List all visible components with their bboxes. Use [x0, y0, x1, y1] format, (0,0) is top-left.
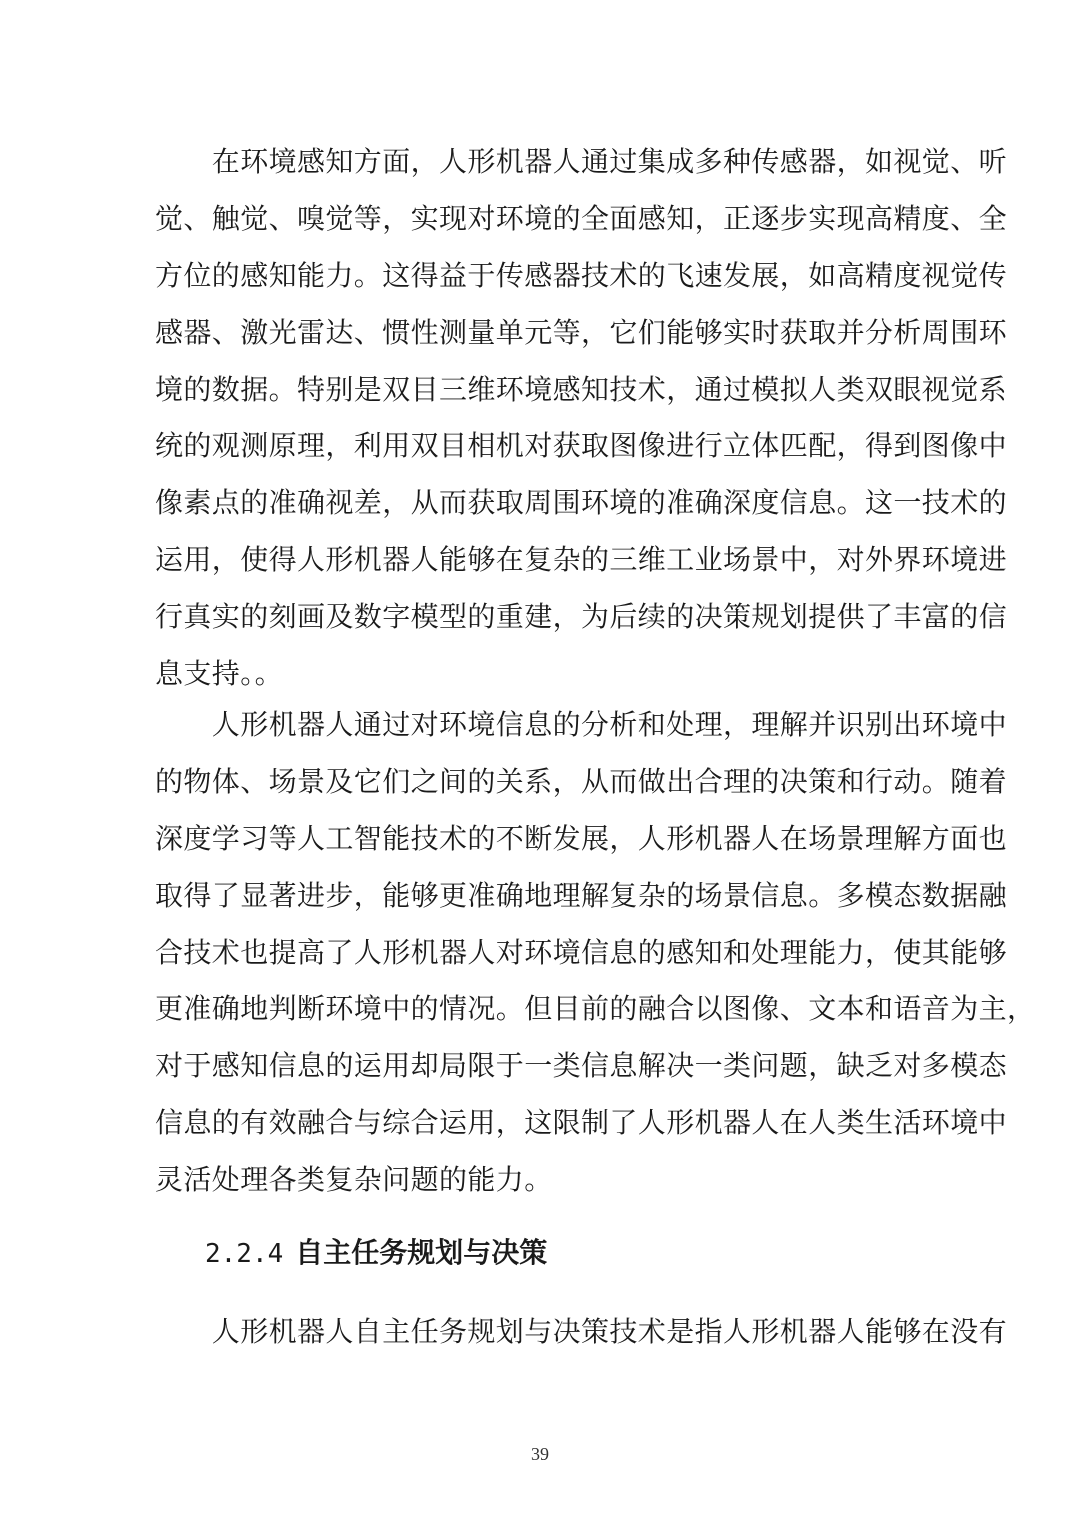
paragraph-scene-understanding [155, 697, 1036, 1209]
section-title: 自主任务规划与决策 [295, 1236, 548, 1269]
text-line: 境的数据。特别是双目三维环境感知技术，通过模拟人类双眼视觉系 [155, 372, 1008, 406]
paragraph-environment-perception [155, 134, 1008, 703]
text-line: 取得了显著进步，能够更准确地理解复杂的场景信息。多模态数据融 [155, 878, 1008, 912]
text-line: 统的观测原理，利用双目相机对获取图像进行立体匹配，得到图像中 [155, 429, 1008, 463]
text-line: 在环境感知方面，人形机器人通过集成多种传感器，如视觉、听 [155, 145, 1008, 178]
text-line: 感器、激光雷达、惯性测量单元等，它们能够实时获取并分析周围环 [155, 315, 1008, 349]
text-line: 更准确地判断环境中的情况。但目前的融合以图像、文本和语音为主， [155, 992, 1036, 1026]
section-heading [205, 1225, 547, 1281]
text-line: 灵活处理各类复杂问题的能力。 [155, 1163, 553, 1197]
text-line: 的物体、场景及它们之间的关系，从而做出合理的决策和行动。随着 [155, 764, 1008, 798]
paragraph-task-planning [155, 1304, 1008, 1361]
text-line: 行真实的刻画及数字模型的重建，为后续的决策规划提供了丰富的信 [155, 600, 1008, 634]
text-line: 觉、触觉、嗅觉等，实现对环境的全面感知，正逐步实现高精度、全 [155, 201, 1008, 235]
text-line: 息支持。。 [155, 657, 284, 691]
page-number: 39 [531, 1444, 549, 1464]
section-number: 2.2.4 [205, 1239, 284, 1269]
text-line: 对于感知信息的运用却局限于一类信息解决一类问题，缺乏对多模态 [155, 1049, 1008, 1083]
text-line: 信息的有效融合与综合运用，这限制了人形机器人在人类生活环境中 [155, 1106, 1008, 1140]
text-line: 像素点的准确视差，从而获取周围环境的准确深度信息。这一技术的 [155, 486, 1008, 520]
text-line: 方位的感知能力。这得益于传感器技术的飞速发展，如高精度视觉传 [155, 258, 1008, 292]
text-line: 人形机器人通过对环境信息的分析和处理，理解并识别出环境中 [155, 708, 1008, 741]
text-line: 深度学习等人工智能技术的不断发展，人形机器人在场景理解方面也 [155, 821, 1008, 855]
text-line: 运用，使得人形机器人能够在复杂的三维工业场景中，对外界环境进 [155, 543, 1008, 577]
text-line: 人形机器人自主任务规划与决策技术是指人形机器人能够在没有 [155, 1315, 1008, 1348]
text-line: 合技术也提高了人形机器人对环境信息的感知和处理能力，使其能够 [155, 935, 1008, 969]
